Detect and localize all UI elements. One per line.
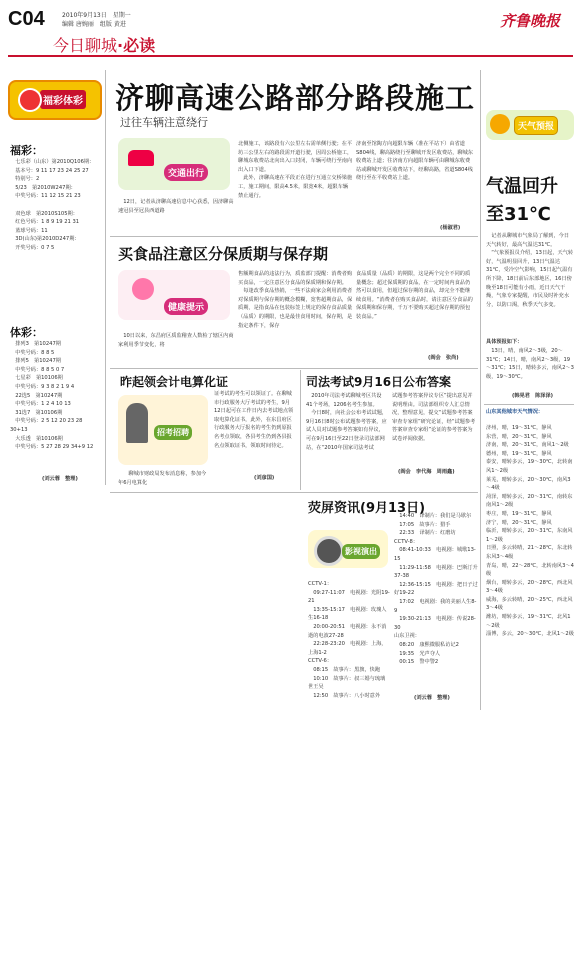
recruit-badge: [118, 395, 208, 465]
weather-rule: [484, 404, 574, 405]
traffic-col3: 济南至馆陶方向超限车辆（准在平站下）由省道S804线，聊高路绕行至聊城开发区收费站，聊城东收费站上道；往济南方向超限车辆可由聊城东收费站或聊城开发区收费站下，经聊高路，省道S804线绕行至在平收费站上道。: [356, 141, 473, 182]
tv-title: 荧屏资讯(9月13日): [308, 501, 426, 516]
masthead-logo: 齐鲁晚报: [500, 12, 561, 30]
weather-headline-1: 气温回升: [486, 176, 558, 197]
tv-col1: CCTV-1： 09:27-11:07 电视剧：光阴19-21 13:35-15:17 电视剧：玫瑰人生16-18 20:00-20:51 电视剧：永不消逝的电波27-28 22:28-23:20 电视剧：上海，上海1-2 CCTV-6： 08:15 故事片：黑旗，快跑 10:10 故事片：叔三婚与琉璃世王吴 12:50 故事片：八小时意外: [308, 581, 390, 699]
food-col2: 售额期食品的违法行为，质监部门提醒：消费者购买食品，一定注意区分食品的保质期和保存期。 每逢改季食品热销，一些不法商家会利用消费者对保质期与保存期的概念模糊，宽售超期食品，保质期，是指食品在包装标签上规定的保存食品质量（品质）的期限，也是最佳食用时间，保存期，是指定条件下，保存: [238, 271, 353, 329]
page-code: C04: [8, 8, 45, 30]
judicial-col2: 试题参考答案异议专区”提出意见并说明理由。司法部组织专人汇总情况，整理意见，提交“试题参考答案审查专家组”研究论证，经“试题参考答案审查专家组”论证的参考答案为试卷评阅依据。: [392, 393, 476, 442]
welfare-byline: (刘云蓉 整理): [42, 476, 78, 482]
headline-subtitle: 过往车辆注意绕行: [120, 116, 208, 129]
person-icon: [126, 403, 148, 443]
headline-title: 济聊高速公路部分路段施工: [115, 81, 476, 115]
food-rule: [110, 368, 478, 369]
weather-badge-label: 天气预报: [514, 116, 558, 135]
car-icon: [128, 150, 154, 166]
mid-divider: [300, 370, 301, 490]
weather-badge: [486, 110, 574, 140]
food-byline: (阎会 张尚): [428, 355, 459, 361]
header-rule: [8, 55, 573, 57]
traffic-badge: [118, 138, 230, 190]
section-suffix: ·必读: [117, 36, 156, 55]
food-col1: 10日以来，东昌府区质监稽查人数检了辖区内商家利用季节变化，将: [118, 333, 234, 348]
food-col3: 食品质量（品质）的期限，这是两个完全不同的质量概念；超过保质期的食品，在一定时间内食品仍然可以食用，但超过保存期的食品，却完全不能继续食用。“消费者在购买食品时，请注意区分食品的保质期和保存期，千万不要购买超过保存期的预包装食品。”: [356, 271, 473, 320]
sun-icon: [490, 114, 510, 134]
right-divider: [480, 70, 481, 710]
weather-headline-2: 至31℃: [486, 204, 551, 225]
exam-col2: 证考试的考生可以领证了。在聊城市行政服务大厅考试的考生，9月12日起可在工作日内去考试地点领取电算化证书，此外，在东昌府区行政服务大厅报名的考生仍到原报名考点领取，各县考生仍到各县报名点领取证书，领取时间待定。: [214, 391, 294, 449]
film-badge-label: 影视演出: [342, 544, 380, 559]
traffic-col2: 北侧施工，该路段有六公里左右需单侧行驶；在平坊三公里左右的路段需开道行驶，因周公桥施工，聊城东收费站北向出入口封闭，车辆可绕行至南向出入口下道。 此外，济聊高速在平段正在进行互通立交桥梁施工，施工期间，限高4.5米，限宽4米，超限车辆禁止通行。: [238, 141, 353, 199]
health-badge: [118, 270, 230, 320]
judicial-title: 司法考试9月16日公布答案: [306, 375, 452, 389]
section-name: 今日聊城: [53, 36, 118, 55]
film-reel-icon: [314, 536, 344, 566]
health-badge-label: 健康提示: [164, 298, 208, 315]
exam-title: 昨起领会计电算化证: [120, 375, 229, 389]
welfare-badge-label: 福彩体彩: [40, 90, 86, 109]
page-date: 2010年9月13日 星期一: [62, 12, 131, 19]
traffic-col1: 12日，记者从济聊高速信息中心获悉，因济聊高速冠县至冠县西道路: [118, 199, 234, 214]
traffic-badge-label: 交通出行: [164, 164, 208, 181]
judicial-col1: 2010年司法考试聊城考区共设41个考场，1206名考生参加。 今日8时，向社会公布考试试题，9月16日8时公布试题参考答案，应试人员对试题参考答案如有异议，可在9月16日至22日登录司法部网站，在“2010年国家司法考试: [306, 393, 388, 451]
welfare-badge: [8, 80, 102, 120]
traffic-rule: [110, 236, 478, 237]
section-heading: [53, 33, 155, 56]
fucai-title: 福彩：: [10, 144, 43, 157]
exam-col1: 聊城市财政局发布消息称，参加今年6月电算化: [118, 471, 207, 486]
judicial-rule: [110, 492, 478, 493]
fucai-text: 七乐彩（山东）第2010Q106期： 基本号：9 11 17 23 24 25 27 特别号：2 5/23 第2010W247期： 中奖号码：11 12 15 21 23 双色球 第2010S105期： 红色号码：1 8 9 19 21 31 蓝球号码：11 3D(山东)第2010D247期： 开奖号码：0 7 5: [15, 159, 95, 251]
judicial-byline: (阎会 李代海 周雨鑫): [398, 469, 455, 475]
heart-icon: [132, 278, 154, 300]
film-badge: [308, 530, 388, 568]
traffic-byline: (杨淑君): [440, 225, 461, 231]
tv-byline: (刘云蓉 整理): [414, 695, 450, 701]
lottery-ball-icon: [18, 88, 42, 112]
cities-list: 济州，晴，19～31℃，静风 东营，晴，20～31℃，静风 济南，晴，20～31℃，南风1～2级 德州，晴，19～31℃，静风 泰安，晴转多云，19～30℃，北转南风1～2级 莱芜，晴转多云，20～30℃，南风3～4级 菏泽，晴转多云，20～31℃，南转东南风1～2级 枣庄，晴，19～31℃，静风 济宁，晴，20～31℃，静风 临沂，晴转多云，20～31℃，东南风1～2级 日照，多云转晴，21～28℃，东北转东风3～4级 青岛，晴，22～28℃，北转南风3～4级 烟台，晴转多云，20～28℃，西北风3～4级 威海，多云转晴，20～25℃，西北风3～4级 潍坊，晴转多云，19～31℃，北风1～2级 淄博，多云，20～30℃，北风1～2级: [486, 425, 574, 638]
forecast-text: 13日，晴，南风2～3级，20～31℃；14日，晴，南风2～3级，19～31℃；15日，晴转多云，南风2～3级，19～30℃。: [486, 348, 574, 380]
ticai-text: 排列3 第10247期 中奖号码：8 8 5 排列5 第10247期 中奖号码：8 8 5 0 7 七星彩 第10106期 中奖号码：9 3 8 2 1 9 4 22选5 第10247期 中奖号码：1 2 4 10 13 31选7 第10106期 中奖号码：2 5 12 20 23 28 30+13 大乐透 第10106期 中奖号码：5 27 28 29 34+9 12: [10, 341, 94, 451]
weather-byline: (韩晃君 陈泽泽): [512, 393, 554, 399]
food-title: 买食品注意区分保质期与保存期: [118, 245, 329, 263]
ticai-title: 体彩：: [10, 326, 43, 339]
page-editor: 编辑 唐婉丽 组版 黄进: [62, 21, 126, 28]
weather-text: 记者从聊城市气象局了解到，今日天气转好，最高气温达31℃。 “气象预报员介绍，13日起，天气转好，气温明显回升，13日气温达31℃，受冷空气影响，15日起气温有所下降，18日前后东部地区，16日傍晚至18日可能有小雨，近日天气干燥，气象专家提醒，市民及时补充水分，以防口渴，秋季天气多变。: [486, 233, 574, 308]
tv-col2: 14:40 译制片：我们是马歇尔 17:05 故事片：猎手 22:33 译制片：红磨坊 CCTV-8： 08:41-10:33 电视剧：城歌13-15 11:29-11:58 电视剧：巴斯汀升37-38 12:36-15:15 电视剧：把日子过好19-22 17:02 电视剧：我的美丽人生8-9 19:30-21:13 电视剧：传说28-30 山东卫视： 08:20 康熙微服私访记2 19:35 光声夺人 00:15 警中警2: [394, 513, 478, 666]
exam-byline: (刘彦国): [254, 475, 275, 481]
forecast-title: 具体预报如下：: [486, 339, 523, 345]
left-divider: [105, 70, 106, 485]
cities-title: 山东其他城市天气情况：: [486, 409, 544, 415]
recruit-badge-label: 招考招聘: [154, 425, 192, 440]
